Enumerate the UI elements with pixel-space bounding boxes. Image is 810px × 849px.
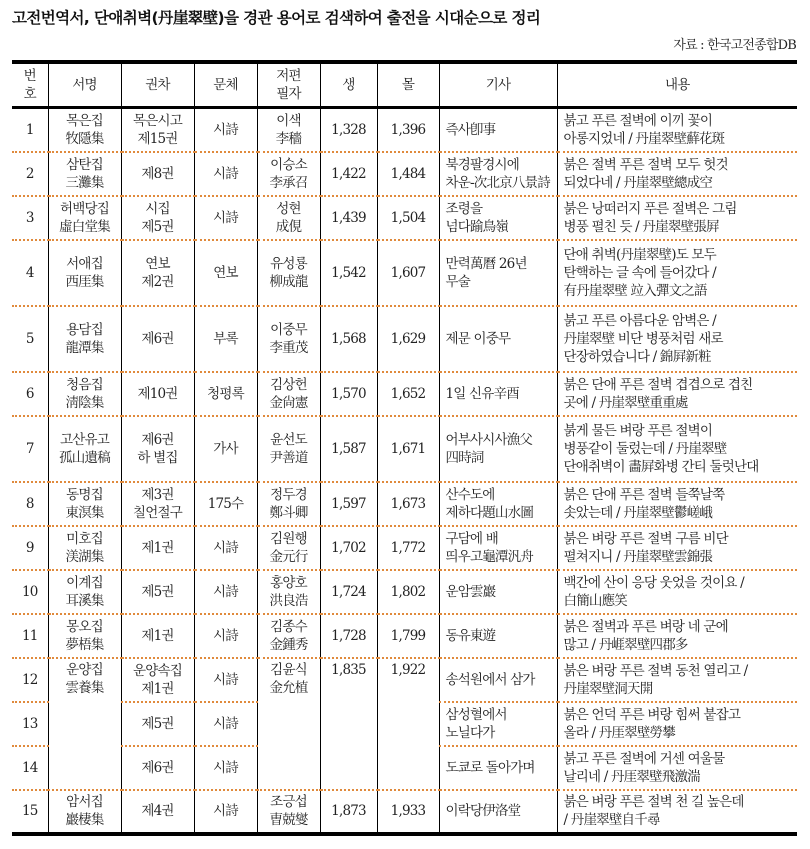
article: 산수도에 제하다題山水圖 <box>439 482 557 526</box>
born-year: 1,728 <box>320 614 377 658</box>
content: 붉고 푸른 절벽에 거센 여울물 날리네 / 丹厓翠壁飛激湍 <box>557 746 797 790</box>
row-number: 11 <box>12 614 48 658</box>
book-title: 청음집 淸陰集 <box>48 372 121 416</box>
row-number: 3 <box>12 196 48 240</box>
born-year: 1,570 <box>320 372 377 416</box>
row-number: 8 <box>12 482 48 526</box>
genre: 시詩 <box>194 702 257 746</box>
volume: 제5권 <box>121 702 194 746</box>
genre: 시詩 <box>194 152 257 196</box>
table-row <box>12 482 797 526</box>
book-title: 허백당집 虛白堂集 <box>48 196 121 240</box>
row-number: 13 <box>12 702 48 746</box>
born-year: 1,568 <box>320 306 377 372</box>
volume: 제4권 <box>121 790 194 834</box>
volume: 연보 제2권 <box>121 240 194 306</box>
header-author: 저편 필자 <box>257 62 320 108</box>
author: 김윤식 金允植 <box>257 658 320 790</box>
article: 삼성혈에서 노닐다가 <box>439 702 557 746</box>
content: 붉고 푸른 절벽에 이끼 꽃이 아롱지었네 / 丹崖翠壁蘚花斑 <box>557 108 797 152</box>
born-year: 1,724 <box>320 570 377 614</box>
article: 운암雲巖 <box>439 570 557 614</box>
book-title: 용담집 龍潭集 <box>48 306 121 372</box>
volume: 운양속집 제1권 <box>121 658 194 702</box>
born-year: 1,702 <box>320 526 377 570</box>
book-title: 고산유고 孤山遺稿 <box>48 416 121 482</box>
table-row <box>12 790 797 834</box>
content: 붉은 벼랑 푸른 절벽 구름 비단 펼쳐지니 / 丹崖翠壁雲錦張 <box>557 526 797 570</box>
genre: 시詩 <box>194 196 257 240</box>
row-number: 15 <box>21 803 38 819</box>
book-title: 동명집 東溟集 <box>48 482 121 526</box>
row-number: 12 <box>12 658 48 702</box>
died-year: 1,922 <box>377 658 439 790</box>
table-row <box>12 196 797 240</box>
author: 이중무 李重茂 <box>257 306 320 372</box>
volume: 제1권 <box>121 614 194 658</box>
genre: 가사 <box>194 416 257 482</box>
book-title: 미호집 渼湖集 <box>48 526 121 570</box>
row-number: 2 <box>12 152 48 196</box>
article: 송석원에서 삼가 <box>439 658 557 702</box>
born-year: 1,422 <box>320 152 377 196</box>
author: 이승소 李承召 <box>257 152 320 196</box>
genre: 청평록 <box>194 372 257 416</box>
author: 김상헌 金尙憲 <box>257 372 320 416</box>
page-title: 고전번역서, 단애취벽(丹崖翠壁)을 경관 용어로 검색하여 출전을 시대순으로 정리 <box>12 9 541 27</box>
genre: 시詩 <box>194 526 257 570</box>
author: 윤선도 尹善道 <box>257 416 320 482</box>
citation-table <box>12 60 797 836</box>
book-title: 목은집 牧隱集 <box>48 108 121 152</box>
row-number: 7 <box>12 416 48 482</box>
header-article: 기사 <box>439 62 557 108</box>
genre: 부록 <box>194 306 257 372</box>
source-note: 자료 : 한국고전종합DB <box>673 38 796 53</box>
genre: 시詩 <box>194 108 257 152</box>
died-year: 1,396 <box>377 108 439 152</box>
table-row <box>12 152 797 196</box>
volume: 시집 제5권 <box>121 196 194 240</box>
content: 붉은 벼랑 푸른 절벽 천 길 높은데 / 丹崖翠壁自千尋 <box>557 790 797 834</box>
article: 구담에 배 띄우고龜潭汎舟 <box>439 526 557 570</box>
volume: 제5권 <box>121 570 194 614</box>
article: 이락당伊洛堂 <box>439 790 557 834</box>
row-number: 1 <box>12 108 48 152</box>
table-row <box>12 526 797 570</box>
volume: 제6권 <box>121 746 194 790</box>
author: 이색 李穡 <box>257 108 320 152</box>
died-year: 1,671 <box>377 416 439 482</box>
article: 1일 신유辛酉 <box>439 372 557 416</box>
content: 붉고 푸른 아름다운 암벽은 / 丹崖翠壁 비단 병풍처럼 새로 단장하였습니다 / 錦屛新粧 <box>557 306 797 372</box>
author: 성현 成俔 <box>257 196 320 240</box>
article: 북경팔경시에 차운-次北京八景詩 <box>439 152 557 196</box>
article: 도쿄로 돌아가며 <box>439 746 557 790</box>
header-no: 번 호 <box>12 62 48 108</box>
header-book: 서명 <box>48 62 121 108</box>
header-row <box>12 62 797 108</box>
header-content: 내용 <box>557 62 797 108</box>
content: 붉은 절벽 푸른 절벽 모두 헛것 되었다네 / 丹崖翠壁總成空 <box>557 152 797 196</box>
died-year: 1,772 <box>377 526 439 570</box>
genre: 시詩 <box>194 746 257 790</box>
genre: 연보 <box>194 240 257 306</box>
content: 붉은 언덕 푸른 벼랑 힘써 붙잡고 올라 / 丹厓翠壁勞攀 <box>557 702 797 746</box>
header-died: 몰 <box>377 62 439 108</box>
genre: 시詩 <box>194 790 257 834</box>
author: 조긍섭 曺兢燮 <box>257 790 320 834</box>
content: 붉은 낭떠러지 푸른 절벽은 그림 병풍 펼친 듯 / 丹崖翠壁張屛 <box>557 196 797 240</box>
genre: 175수 <box>194 482 257 526</box>
volume: 제10권 <box>121 372 194 416</box>
row-number: 5 <box>12 306 48 372</box>
content: 붉은 단애 푸른 절벽 들쭉날쭉 솟았는데 / 丹崖翠壁鬱嵯峨 <box>557 482 797 526</box>
book-title: 몽오집 夢梧集 <box>48 614 121 658</box>
book-title: 이계집 耳溪集 <box>48 570 121 614</box>
table-row <box>12 108 797 152</box>
born-year: 1,835 <box>320 658 377 790</box>
volume: 제6권 하 별집 <box>121 416 194 482</box>
died-year: 1,607 <box>377 240 439 306</box>
table-row <box>12 306 797 372</box>
died-year: 1,802 <box>377 570 439 614</box>
content: 붉은 벼랑 푸른 절벽 동천 열리고 / 丹崖翠壁洞天開 <box>557 658 797 702</box>
article: 동유東遊 <box>439 614 557 658</box>
born-year: 1,587 <box>320 416 377 482</box>
born-year: 1,597 <box>320 482 377 526</box>
row-number: 10 <box>12 570 48 614</box>
died-year: 1,933 <box>377 790 439 834</box>
died-year: 1,673 <box>377 482 439 526</box>
volume: 제3권 칠언절구 <box>121 482 194 526</box>
content: 단애 취벽(丹崖翠壁)도 모두 탄핵하는 글 속에 들어갔다 / 有丹崖翠壁 竝入彈文之語 <box>557 240 797 306</box>
born-year: 1,542 <box>320 240 377 306</box>
header-born: 생 <box>320 62 377 108</box>
genre: 시詩 <box>194 614 257 658</box>
content: 붉게 물든 벼랑 푸른 절벽이 병풍같이 둘렀는데 / 丹崖翠壁 단애취벽이 畵屛화병 간티 둘럿난대 <box>557 416 797 482</box>
table-row <box>12 416 797 482</box>
died-year: 1,629 <box>377 306 439 372</box>
volume: 제1권 <box>121 526 194 570</box>
died-year: 1,799 <box>377 614 439 658</box>
author: 홍양호 洪良浩 <box>257 570 320 614</box>
table-row <box>12 570 797 614</box>
table-row <box>12 372 797 416</box>
volume: 제6권 <box>121 306 194 372</box>
header-volume: 권차 <box>121 62 194 108</box>
row-number: 9 <box>12 526 48 570</box>
row-number: 4 <box>12 240 48 306</box>
died-year: 1,652 <box>377 372 439 416</box>
volume: 목은시고 제15권 <box>121 108 194 152</box>
content: 백간에 산이 응당 웃었을 것이요 / 白簡山應笑 <box>557 570 797 614</box>
article: 만력萬曆 26년 무술 <box>439 240 557 306</box>
header-genre: 문체 <box>194 62 257 108</box>
table-row <box>12 658 797 702</box>
table-row <box>12 614 797 658</box>
content: 붉은 절벽과 푸른 벼랑 네 군에 많고 / 丹崕翠壁四郡多 <box>557 614 797 658</box>
genre: 시詩 <box>194 570 257 614</box>
author: 김종수 金鍾秀 <box>257 614 320 658</box>
book-title: 운양집 雲養集 <box>48 658 121 790</box>
genre: 시詩 <box>194 658 257 702</box>
article: 어부사시사漁父 四時詞 <box>439 416 557 482</box>
article: 제문 이중무 <box>439 306 557 372</box>
article: 즉사卽事 <box>439 108 557 152</box>
article: 조령을 넘다踰鳥嶺 <box>439 196 557 240</box>
volume: 제8권 <box>121 152 194 196</box>
author: 김원행 金元行 <box>257 526 320 570</box>
author: 유성룡 柳成龍 <box>257 240 320 306</box>
died-year: 1,484 <box>377 152 439 196</box>
book-title: 암서집 巖棲集 <box>48 790 121 834</box>
died-year: 1,504 <box>377 196 439 240</box>
row-number: 6 <box>12 372 48 416</box>
born-year: 1,439 <box>320 196 377 240</box>
born-year: 1,328 <box>320 108 377 152</box>
table-row <box>12 240 797 306</box>
content: 붉은 단애 푸른 절벽 겹겹으로 겹친 곳에 / 丹崖翠壁重重處 <box>557 372 797 416</box>
author: 정두경 鄭斗卿 <box>257 482 320 526</box>
row-number: 14 <box>12 746 48 790</box>
book-title: 삼탄집 三灘集 <box>48 152 121 196</box>
born-year: 1,873 <box>320 790 377 834</box>
book-title: 서애집 西厓集 <box>48 240 121 306</box>
